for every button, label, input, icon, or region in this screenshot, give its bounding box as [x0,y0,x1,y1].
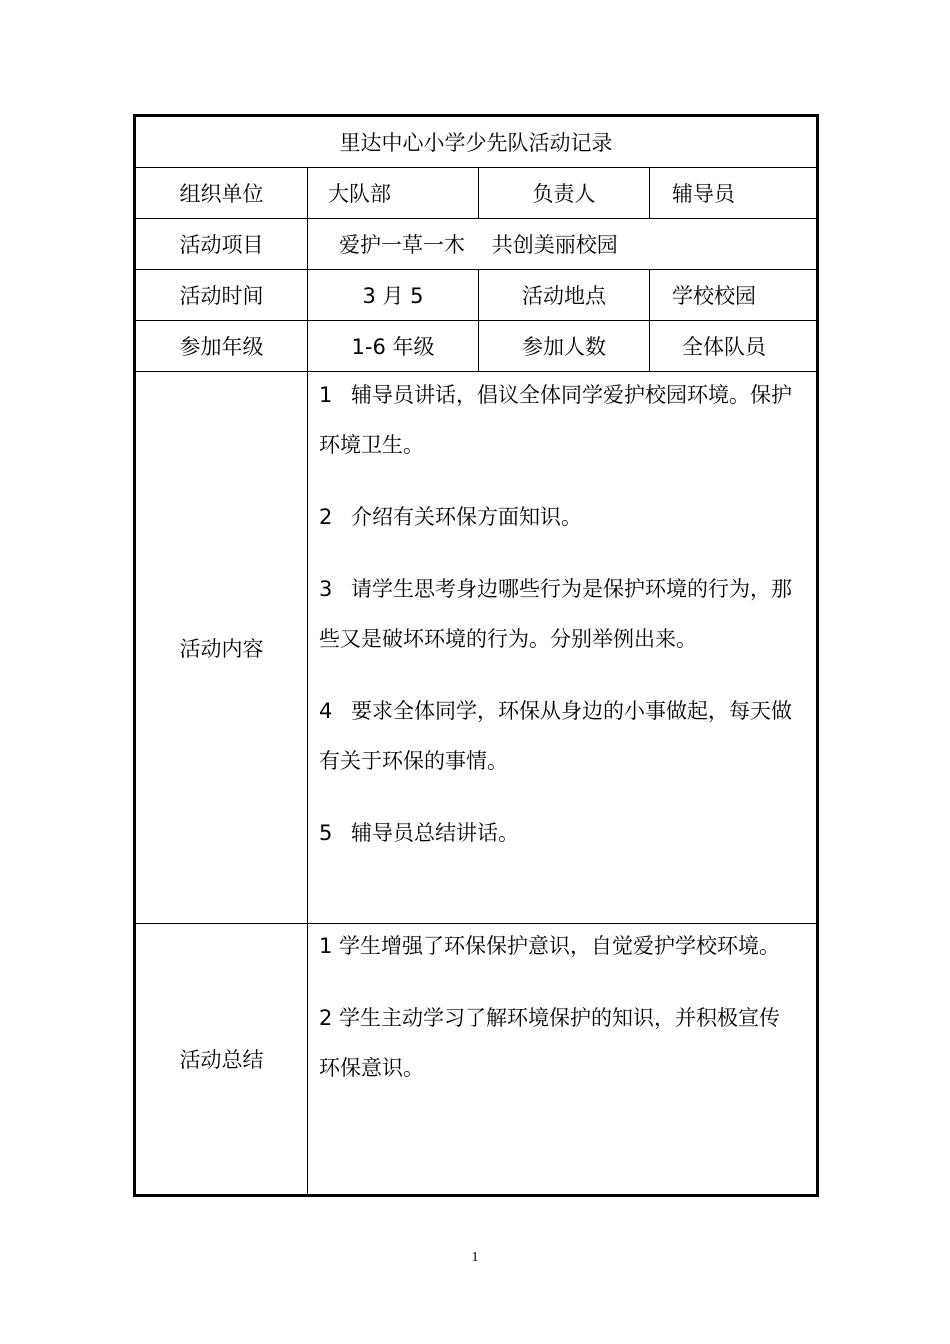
page-number: 1 [471,1250,479,1265]
activity-record-table [133,114,819,1197]
org-value: 大队部 [328,182,391,206]
time-label: 活动时间 [179,284,264,308]
content-item-continuation: 环境卫生。 [319,433,424,457]
content-item [319,808,519,858]
content-item-continuation: 些又是破坏环境的行为。分别举例出来。 [319,627,697,651]
location-label: 活动地点 [522,284,606,308]
item-number: 2 [319,505,333,529]
content-item-continuation: 有关于环保的事情。 [319,749,508,773]
summary-item: 2 学生主动学习了解环境保护的知识，并积极宣传 [319,1006,781,1030]
column-divider [649,270,650,372]
content-item [319,370,792,420]
org-label: 组织单位 [179,182,264,206]
item-text: 请学生思考身边哪些行为是保护环境的行为，那 [351,577,792,601]
project-label: 活动项目 [179,233,264,257]
location-value: 学校校园 [672,284,756,308]
table-title: 里达中心小学少先队活动记录 [339,131,613,155]
column-divider [649,168,650,219]
time-value: 3 月 5 [362,284,424,308]
item-text: 要求全体同学，环保从身边的小事做起，每天做 [351,699,792,723]
item-number: 4 [319,699,333,723]
item-number: 3 [319,577,333,601]
item-number: 5 [319,821,333,845]
participants-label: 参加人数 [522,335,606,359]
item-number: 1 [319,383,333,407]
leader-label: 负责人 [532,182,596,206]
item-text: 辅导员总结讲话。 [351,821,519,845]
item-text: 辅导员讲话，倡议全体同学爱护校园环境。保护 [351,383,792,407]
content-item [319,492,582,542]
project-value: 爱护一草一木 共创美丽校园 [339,233,618,257]
grade-value: 1-6 年级 [351,335,435,359]
content-item [319,686,792,736]
content-label: 活动内容 [179,636,264,661]
grade-label: 参加年级 [179,335,264,359]
summary-label: 活动总结 [179,1048,264,1072]
content-item [319,564,792,614]
item-text: 介绍有关环保方面知识。 [351,505,582,529]
leader-value: 辅导员 [672,182,735,206]
summary-item: 1 学生增强了环保保护意识，自觉爱护学校环境。 [319,934,781,958]
summary-item-continuation: 环保意识。 [319,1056,424,1080]
participants-value: 全体队员 [682,335,766,359]
